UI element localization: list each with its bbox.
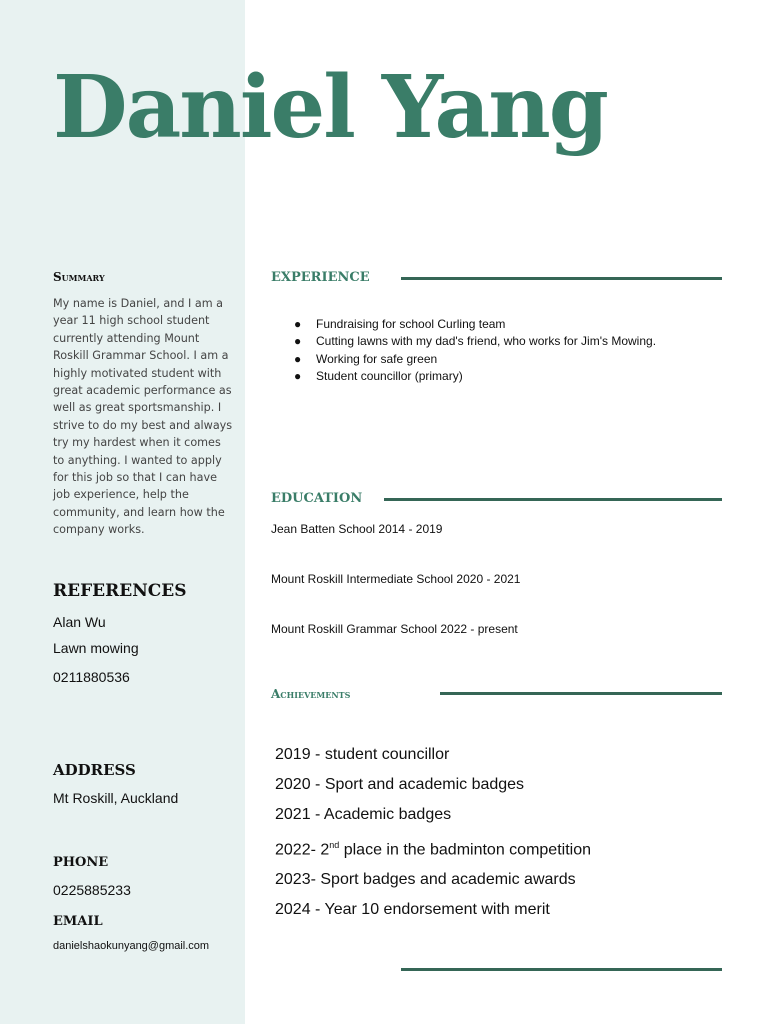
achievements-rule [440,692,722,695]
achievement-item: 2020 - Sport and academic badges [275,776,525,793]
education-item: Mount Roskill Intermediate School 2020 - 2021 [271,572,521,586]
summary-heading: Summary [53,270,105,284]
achievement-item: 2024 - Year 10 endorsement with merit [275,901,550,919]
experience-heading: EXPERIENCE [271,270,370,285]
email-value: danielshaokunyang@gmail.com [53,940,210,952]
education-item: Mount Roskill Grammar School 2022 - present [271,622,518,636]
achievement-item: 2022- 2nd place in the badminton competition [275,840,591,859]
achievements-list [275,740,591,925]
reference-phone: 0211880536 [53,669,130,685]
references-heading: REFERENCES [53,581,187,601]
experience-item: ● Fundraising for school Curling team [294,317,506,331]
experience-item: ● Cutting lawns with my dad's friend, who works for Jim's Mowing. [294,334,657,349]
education-item: Jean Batten School 2014 - 2019 [271,522,443,536]
achievement-item: 2019 - student councillor [275,746,450,763]
education-rule [384,498,722,501]
achievements-heading: Achievements [271,687,351,701]
achievement-item: 2021 - Academic badges [275,806,452,823]
summary-text: My name is Daniel, and I am a year 11 high school student currently attending Mount Roskill Grammar School. I am a highly motivated student with great academic performance as well as great sportsmanship. I strive to do my best and always try my hardest when it comes to anything. I wanted to apply for this job so that I can have job experience, help the community, and learn how the company works. [53,297,233,537]
phone-value: 0225885233 [53,882,131,898]
email-heading: EMAIL [53,914,103,929]
experience-item: ● Student councillor (primary) [294,369,463,384]
footer-rule [401,968,722,971]
experience-list [289,316,656,386]
reference-role: Lawn mowing [53,640,139,656]
achievement-item: 2023- Sport badges and academic awards [275,871,576,889]
phone-heading: PHONE [53,855,109,870]
education-heading: EDUCATION [271,491,363,506]
address-heading: ADDRESS [53,761,136,779]
candidate-name: Daniel Yang [53,57,607,158]
address-value: Mt Roskill, Auckland [53,790,179,806]
reference-name: Alan Wu [53,614,106,630]
experience-item: ● Working for safe green [294,351,438,366]
experience-rule [401,277,722,280]
